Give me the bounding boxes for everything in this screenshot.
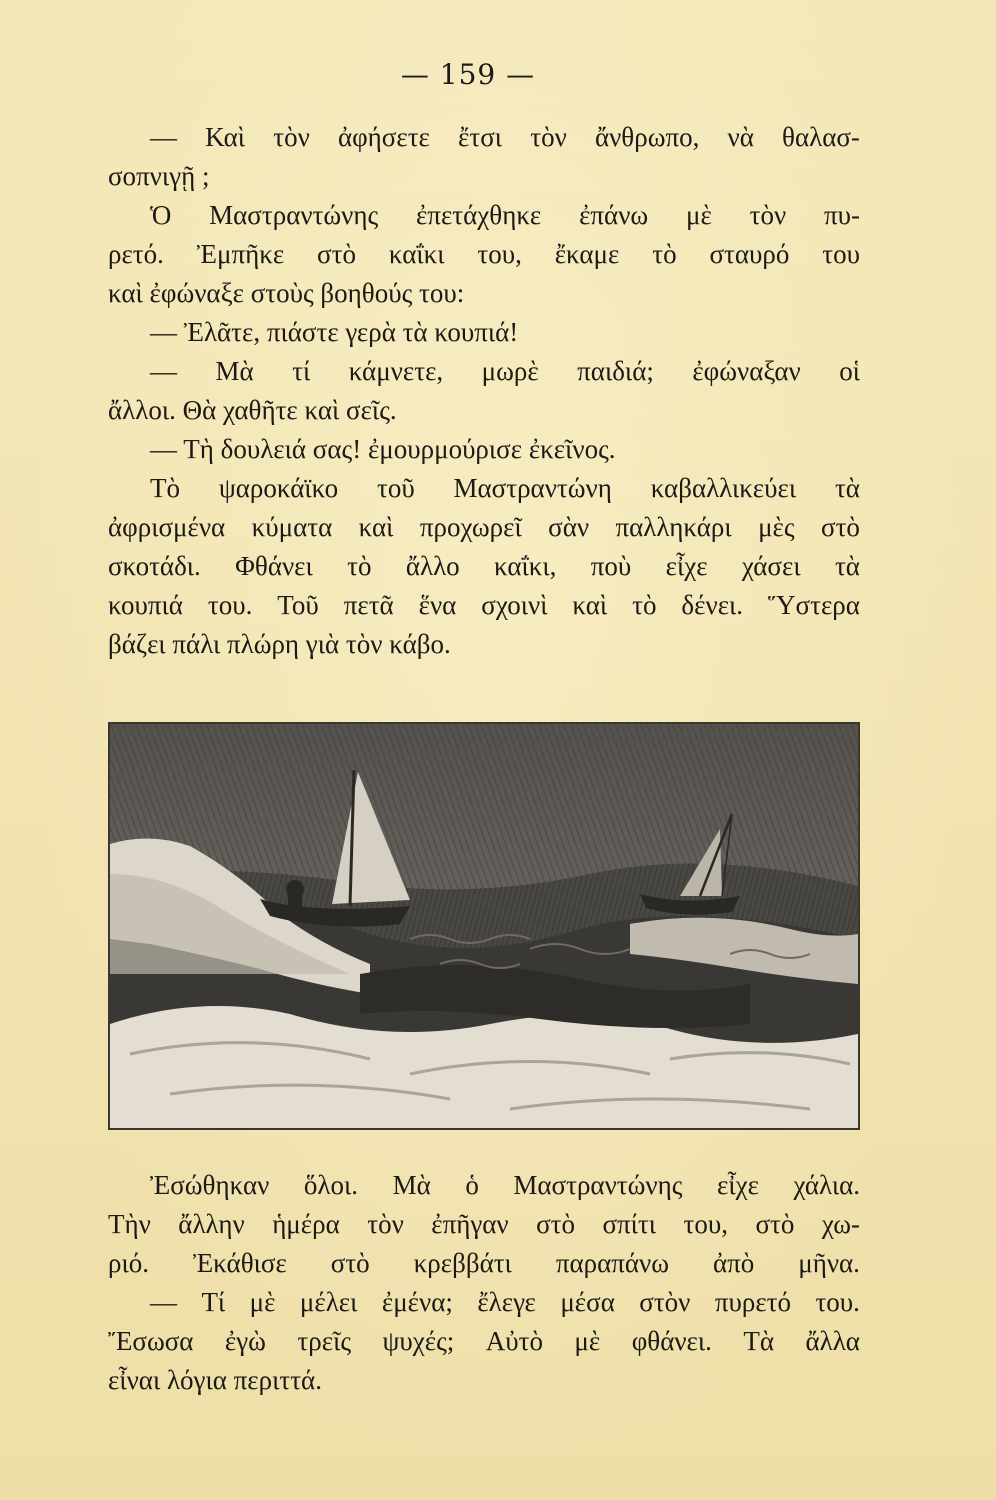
word: Μὰ [215, 356, 254, 386]
word: Ἐκάθισε [192, 1248, 287, 1278]
storm-illustration [108, 722, 860, 1130]
word: εἶχε [717, 1170, 759, 1200]
word: ποὺ [590, 551, 632, 581]
word: πυ- [823, 200, 860, 230]
paragraph-block-bottom [108, 1166, 860, 1400]
word: μὲ [574, 1326, 601, 1356]
word: του, [477, 239, 522, 269]
word: σχοινὶ [481, 590, 548, 620]
word: πυρετό [714, 1287, 792, 1317]
word: Ἐμπῆκε [196, 239, 285, 269]
word: ἄλλο [405, 551, 460, 581]
word: ὁ [465, 1170, 479, 1200]
word: — [150, 122, 177, 152]
text-line [108, 1283, 860, 1322]
word: παλληκάρι [615, 512, 732, 542]
text-line [108, 196, 860, 235]
word: Τὴν [108, 1209, 151, 1239]
text-line: σοπνιγῇ ; [108, 161, 210, 191]
word: στὸν [639, 1287, 691, 1317]
word: ἄλλα [805, 1326, 860, 1356]
word: παιδιά; [577, 356, 654, 386]
word: θαλασ- [782, 122, 860, 152]
word: Ὕστερα [767, 590, 860, 620]
word: ὅλοι. [303, 1170, 358, 1200]
text-line [108, 1322, 860, 1361]
word: Τὰ [743, 1326, 775, 1356]
word: σὰν [548, 512, 590, 542]
word: ρετό. [108, 239, 164, 269]
word: ριό. [108, 1248, 149, 1278]
word: ἔτσι [458, 122, 503, 152]
word: μὲς [758, 512, 795, 542]
word: καΐκι, [494, 551, 557, 581]
word: στὸ [330, 1248, 370, 1278]
word: χάλια. [793, 1170, 860, 1200]
word: Μαστραντώνη [453, 473, 612, 503]
word: του. [207, 590, 253, 620]
word: ἐπετάχθηκε [415, 200, 542, 230]
paragraph-block-top [108, 118, 860, 664]
word: ἀφρισμένα [108, 512, 226, 542]
text-line [108, 586, 860, 625]
text-line: βάζει πάλι πλώρη γιὰ τὸν κάβο. [108, 629, 451, 659]
word: νὰ [727, 122, 754, 152]
word: — [150, 1287, 177, 1317]
word: ἐγὼ [224, 1326, 266, 1356]
text-line [108, 235, 860, 274]
text-line [108, 469, 860, 508]
word: παραπάνω [555, 1248, 669, 1278]
word: Ἐσώθηκαν [150, 1170, 270, 1200]
word: Ἔσωσα [108, 1326, 194, 1356]
word: τί [292, 356, 311, 386]
word: του [822, 239, 860, 269]
word: προχωρεῖ [419, 512, 522, 542]
word: Τὸ [150, 473, 180, 503]
word: ἕνα [418, 590, 457, 620]
word: ἐμένα; [381, 1287, 453, 1317]
word: τὸ [632, 590, 657, 620]
word: Τί [201, 1287, 226, 1317]
word: τὸ [347, 551, 372, 581]
word: σπίτι [602, 1209, 657, 1239]
storm-engraving-svg [110, 724, 858, 1128]
text-line: ἄλλοι. Θὰ χαθῆτε καὶ σεῖς. [108, 395, 397, 425]
word: οἱ [839, 356, 860, 386]
word: Μαστραντώνης [513, 1170, 683, 1200]
word: μῆνα. [798, 1248, 860, 1278]
word: ἐπάνω [579, 200, 649, 230]
word: μέσα [560, 1287, 615, 1317]
word: Τοῦ [277, 590, 319, 620]
word: ἔκαμε [554, 239, 620, 269]
word: σταυρό [709, 239, 790, 269]
word: φθάνει. [631, 1326, 712, 1356]
word: ψαροκάϊκο [218, 473, 339, 503]
word: στὸ [536, 1209, 575, 1239]
word: του. [815, 1287, 860, 1317]
word: καὶ [572, 590, 608, 620]
word: στὸ [821, 512, 860, 542]
word: του, [683, 1209, 728, 1239]
word: ἄνθρωπο, [594, 122, 700, 152]
word: κάμνετε, [348, 356, 444, 386]
word: κρεββάτι [413, 1248, 512, 1278]
word: Καὶ [205, 122, 246, 152]
word: Αὐτὸ [485, 1326, 543, 1356]
text-line [108, 547, 860, 586]
word: τρεῖς [297, 1326, 352, 1356]
word: ἀπὸ [712, 1248, 755, 1278]
word: καβαλλικεύει [650, 473, 797, 503]
word: ἄλλην [178, 1209, 245, 1239]
word: τὸ [652, 239, 677, 269]
word: τοῦ [376, 473, 415, 503]
word: εἶχε [665, 551, 708, 581]
word: τὸν [749, 200, 787, 230]
word: τὰ [834, 551, 860, 581]
word: χω- [821, 1209, 860, 1239]
word: μέλει [299, 1287, 358, 1317]
word: ἀφήσετε [337, 122, 430, 152]
word: μὲ [685, 200, 712, 230]
text-line [108, 352, 860, 391]
text-line [108, 118, 860, 157]
word: κύματα [251, 512, 333, 542]
word: πετᾶ [343, 590, 394, 620]
word: Μὰ [392, 1170, 431, 1200]
word: καὶ [358, 512, 394, 542]
text-line: — Ἐλᾶτε, πιάστε γερὰ τὰ κουπιά! [150, 317, 519, 347]
word: Ὁ [150, 200, 172, 230]
text-line [108, 1166, 860, 1205]
word: ἡμέρα [272, 1209, 340, 1239]
word: σκοτάδι. [108, 551, 201, 581]
text-line [108, 508, 860, 547]
word: Μαστραντώνης [209, 200, 379, 230]
word: κουπιά [108, 590, 183, 620]
word: τὸν [367, 1209, 404, 1239]
word: χάσει [741, 551, 801, 581]
word: Φθάνει [235, 551, 313, 581]
word: τὰ [834, 473, 860, 503]
text-line [108, 1205, 860, 1244]
text-line [108, 1244, 860, 1283]
text-line: εἶναι λόγια περιττά. [108, 1365, 322, 1395]
word: ἐφώναξαν [692, 356, 801, 386]
word: ἔλεγε [477, 1287, 536, 1317]
word: στὸ [317, 239, 356, 269]
word: ψυχές; [382, 1326, 455, 1356]
page-number: — 159 — [400, 58, 536, 91]
word: τὸν [273, 122, 310, 152]
word: — [150, 356, 177, 386]
word: τὸν [530, 122, 567, 152]
word: μὲ [249, 1287, 276, 1317]
word: στὸ [755, 1209, 795, 1239]
word: δένει. [681, 590, 744, 620]
word: καΐκι [388, 239, 445, 269]
text-line: καὶ ἐφώναξε στοὺς βοηθούς του: [108, 278, 465, 308]
word: μωρὲ [481, 356, 539, 386]
text-line: — Τὴ δουλειά σας! ἐμουρμούρισε ἐκεῖνος. [150, 434, 616, 464]
word: ἐπῆγαν [431, 1209, 509, 1239]
